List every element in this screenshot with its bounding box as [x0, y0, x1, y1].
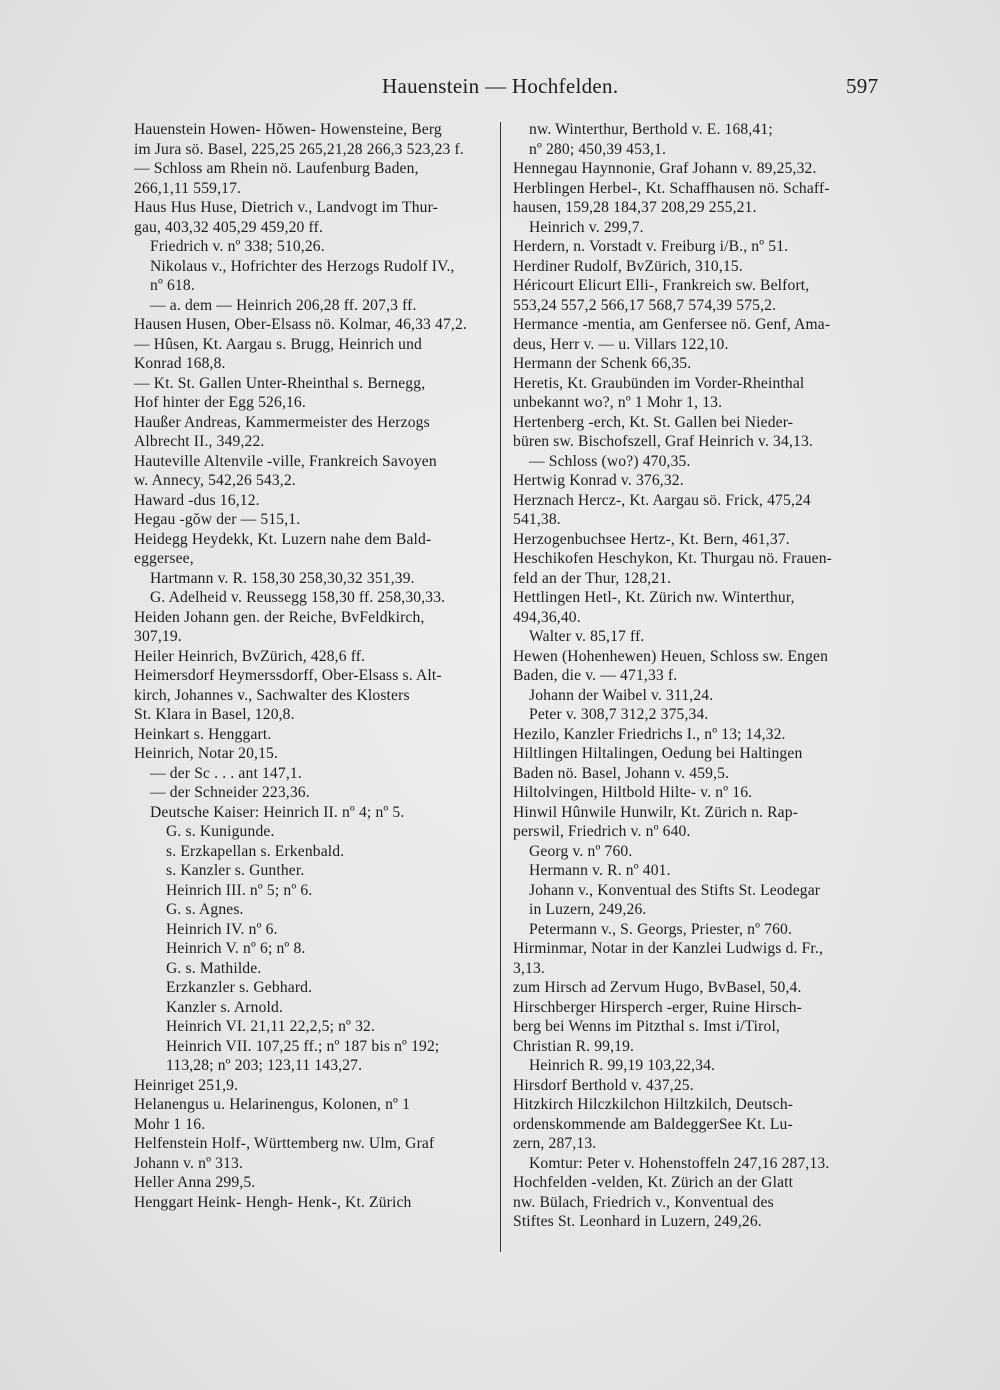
index-entry-line: in Luzern, 249,26.: [529, 901, 647, 918]
index-entry-line: Hewen (Hohenhewen) Heuen, Schloss sw. Engen: [513, 647, 829, 665]
index-entry: [134, 783, 490, 803]
index-entry: [513, 315, 877, 354]
index-entry-line: Hirsdorf Berthold v. 437,25.: [513, 1076, 694, 1094]
index-entry: [134, 296, 490, 316]
index-entry-line: Christian R. 99,19.: [513, 1037, 635, 1055]
index-entry: [134, 608, 490, 647]
index-entry-line: Hermance -mentia, am Genfersee nö. Genf, Ama-: [513, 316, 831, 333]
index-entry: [513, 237, 877, 257]
index-entry: [134, 881, 490, 901]
index-entry-line: Hermann v. R. nº 401.: [529, 862, 671, 879]
index-entry: [513, 744, 877, 783]
index-entry-line: perswil, Friedrich v. nº 640.: [513, 823, 691, 840]
index-entry: [513, 1056, 877, 1076]
index-entry-line: — a. dem — Heinrich 206,28 ff. 207,3 ff.: [150, 296, 417, 314]
index-entry-line: Herznach Hercz-, Kt. Aargau sö. Frick, 475,24: [513, 491, 811, 509]
index-entry-line: Helanengus u. Helarinengus, Kolonen, nº 1: [134, 1096, 411, 1113]
index-entry-line: G. s. Kunigunde.: [166, 823, 275, 840]
index-entry: [134, 1193, 490, 1213]
index-entry-line: im Jura sö. Basel, 225,25 265,21,28 266,3 523,23 f.: [134, 140, 464, 158]
index-entry-line: — Hûsen, Kt. Aargau s. Brugg, Heinrich und: [134, 335, 422, 353]
index-entry-line: nº 280; 450,39 453,1.: [529, 140, 667, 158]
index-entry: [513, 861, 877, 881]
index-entry: [134, 1134, 490, 1173]
index-entry-line: Deutsche Kaiser: Heinrich II. nº 4; nº 5.: [150, 803, 405, 821]
index-entry-line: Haus Hus Huse, Dietrich v., Landvogt im Thur-: [134, 199, 438, 216]
index-entry-line: Hirschberger Hirsperch -erger, Ruine Hirsch-: [513, 998, 803, 1016]
index-entry-line: Heinriget 251,9.: [134, 1076, 239, 1094]
index-entry: [513, 491, 877, 530]
index-entry: [134, 803, 490, 823]
index-entry: [513, 686, 877, 706]
index-entry-line: Heiden Johann gen. der Reiche, BvFeldkirch,: [134, 608, 425, 626]
index-entry: [134, 530, 490, 569]
index-entry: [134, 120, 490, 159]
index-entry-line: Nikolaus v., Hofrichter des Herzogs Rudolf IV.,: [150, 257, 455, 275]
index-entry-line: Heretis, Kt. Graubünden im Vorder-Rheinthal: [513, 374, 805, 392]
index-entry: [134, 998, 490, 1018]
index-entry-line: Konrad 168,8.: [134, 355, 226, 372]
page-number: 597: [846, 74, 879, 98]
left-column: [134, 120, 490, 1212]
index-entry-line: unbekannt wo?, nº 1 Mohr 1, 13.: [513, 394, 723, 411]
column-divider: [500, 122, 501, 1252]
index-entry-line: Johann v. nº 313.: [134, 1154, 244, 1172]
index-entry-line: Hof hinter der Egg 526,16.: [134, 394, 306, 411]
index-entry-line: Hennegau Haynnonie, Graf Johann v. 89,25,32.: [513, 160, 817, 177]
index-entry-line: Hezilo, Kanzler Friedrichs I., nº 13; 14,32.: [513, 725, 786, 743]
index-entry-line: kirch, Johannes v., Sachwalter des Klosters: [134, 686, 410, 704]
index-entry: [134, 1076, 490, 1096]
index-entry-line: — Schloss (wo?) 470,35.: [529, 452, 691, 470]
index-entry-line: Hausen Husen, Ober-Elsass nö. Kolmar, 46,33 47,2.: [134, 316, 467, 333]
index-entry-line: gau, 403,32 405,29 459,20 ff.: [134, 218, 324, 236]
index-entry-line: büren sw. Bischofszell, Graf Heinrich v. 34,13.: [513, 433, 813, 450]
index-entry-line: Hauenstein Howen- Hŏwen- Howensteine, Berg: [134, 121, 442, 138]
right-column: [513, 120, 877, 1232]
index-entry-line: Komtur: Peter v. Hohenstoffeln 247,16 287,13.: [529, 1154, 830, 1172]
index-entry: [513, 159, 877, 179]
index-entry-line: Hirminmar, Notar in der Kanzlei Ludwigs d. Fr.,: [513, 940, 824, 957]
index-entry-line: G. s. Agnes.: [166, 901, 244, 918]
index-entry-line: Peter v. 308,7 312,2 375,34.: [529, 706, 709, 723]
index-entry: [513, 452, 877, 472]
index-entry-line: St. Klara in Basel, 120,8.: [134, 706, 295, 723]
index-entry-line: nw. Bülach, Friedrich v., Konventual des: [513, 1193, 774, 1211]
index-entry-line: Heschikofen Heschykon, Kt. Thurgau nö. Frauen-: [513, 550, 832, 567]
index-entry-line: Mohr 1 16.: [134, 1115, 206, 1133]
index-entry-line: eggersee,: [134, 550, 194, 567]
index-entry: [513, 842, 877, 862]
index-entry: [134, 1037, 490, 1076]
index-entry-line: Hertwig Konrad v. 376,32.: [513, 472, 684, 489]
index-entry-line: Heinrich, Notar 20,15.: [134, 745, 279, 762]
index-entry-line: Petermann v., S. Georgs, Priester, nº 760.: [529, 920, 793, 938]
index-entry-line: ordenskommende am BaldeggerSee Kt. Lu-: [513, 1115, 793, 1133]
index-entry: [513, 1095, 877, 1154]
index-entry-line: zern, 287,13.: [513, 1135, 597, 1152]
index-entry-line: Hermann der Schenk 66,35.: [513, 355, 692, 372]
index-entry: [513, 120, 877, 159]
index-entry-line: w. Annecy, 542,26 543,2.: [134, 472, 296, 489]
index-entry-line: Hegau -gŏw der — 515,1.: [134, 511, 301, 528]
index-entry-line: 266,1,11 559,17.: [134, 179, 242, 197]
index-entry-line: Hochfelden -velden, Kt. Zürich an der Glatt: [513, 1174, 794, 1191]
index-entry: [134, 959, 490, 979]
index-entry-line: Helfenstein Holf-, Württemberg nw. Ulm, Graf: [134, 1135, 435, 1152]
index-entry: [513, 413, 877, 452]
index-entry: [134, 978, 490, 998]
index-entry-line: Heinrich IV. nº 6.: [166, 920, 278, 938]
index-entry: [134, 920, 490, 940]
index-entry-line: hausen, 159,28 184,37 208,29 255,21.: [513, 199, 757, 216]
index-entry-line: 113,28; nº 203; 123,11 143,27.: [166, 1057, 363, 1074]
index-entry-line: nw. Winterthur, Berthold v. E. 168,41;: [529, 121, 773, 138]
index-entry-line: Heinrich v. 299,7.: [529, 218, 644, 236]
index-entry: [513, 783, 877, 803]
index-entry: [513, 705, 877, 725]
index-entry-line: Walter v. 85,17 ff.: [529, 628, 645, 645]
index-entry-line: Herzogenbuchsee Hertz-, Kt. Bern, 461,37.: [513, 530, 790, 548]
index-entry: [134, 764, 490, 784]
index-entry: [134, 569, 490, 589]
index-entry-line: Johann v., Konventual des Stifts St. Leodegar: [529, 881, 821, 899]
index-entry-line: Heimersdorf Heymerssdorff, Ober-Elsass s. Alt-: [134, 667, 442, 684]
index-entry-line: 307,19.: [134, 628, 182, 645]
index-entry: [513, 530, 877, 550]
index-entry-line: G. Adelheid v. Reussegg 158,30 ff. 258,30,33.: [150, 589, 446, 606]
index-entry-line: Hartmann v. R. 158,30 258,30,32 351,39.: [150, 569, 415, 587]
index-entry: [134, 413, 490, 452]
index-entry: [513, 179, 877, 218]
index-entry-line: Heinrich III. nº 5; nº 6.: [166, 881, 313, 899]
index-entry-line: deus, Herr v. — u. Villars 122,10.: [513, 335, 729, 353]
index-entry: [134, 861, 490, 881]
index-entry: [134, 588, 490, 608]
index-entry-line: Kanzler s. Arnold.: [166, 998, 284, 1016]
index-entry: [134, 315, 490, 335]
index-entry-line: Herdern, n. Vorstadt v. Freiburg i/B., nº 51.: [513, 238, 789, 255]
index-entry-line: Henggart Heink- Hengh- Henk-, Kt. Zürich: [134, 1193, 412, 1211]
index-entry: [134, 647, 490, 667]
index-entry-line: Georg v. nº 760.: [529, 842, 633, 860]
index-entry: [134, 159, 490, 198]
index-entry-line: — der Schneider 223,36.: [150, 784, 310, 801]
index-entry: [513, 374, 877, 413]
index-entry-line: feld an der Thur, 128,21.: [513, 569, 672, 587]
index-entry: [513, 471, 877, 491]
index-entry: [513, 276, 877, 315]
index-entry-line: — Schloss am Rhein nö. Laufenburg Baden,: [134, 160, 419, 177]
index-entry-line: — Kt. St. Gallen Unter-Rheinthal s. Bernegg,: [134, 374, 426, 392]
index-entry-line: nº 618.: [150, 277, 195, 294]
running-head: [0, 74, 1000, 102]
index-entry: [134, 744, 490, 764]
index-entry: [513, 1076, 877, 1096]
index-entry-line: Albrecht II., 349,22.: [134, 433, 265, 450]
page-title: Hauenstein — Hochfelden.: [382, 74, 619, 98]
index-entry-line: Haward -dus 16,12.: [134, 491, 260, 509]
index-entry-line: Heinkart s. Henggart.: [134, 725, 272, 743]
index-entry: [134, 1173, 490, 1193]
index-entry-line: Herdiner Rudolf, BvZürich, 310,15.: [513, 257, 743, 275]
index-entry: [134, 1017, 490, 1037]
index-entry: [134, 257, 490, 296]
index-entry-line: Hitzkirch Hilczkilchon Hiltzkilch, Deutsch-: [513, 1096, 794, 1113]
index-entry: [134, 842, 490, 862]
index-entry-line: Heller Anna 299,5.: [134, 1174, 256, 1191]
index-entry: [513, 1173, 877, 1232]
index-entry-line: Johann der Waibel v. 311,24.: [529, 686, 714, 704]
index-entry-line: berg bei Wenns im Pitzthal s. Imst i/Tirol,: [513, 1018, 780, 1035]
index-entry: [134, 374, 490, 413]
index-entry: [134, 491, 490, 511]
index-entry-line: — der Sc . . . ant 147,1.: [150, 764, 302, 782]
index-entry-line: Heinrich VI. 21,11 22,2,5; nº 32.: [166, 1018, 376, 1035]
index-entry-line: Heinrich V. nº 6; nº 8.: [166, 940, 306, 957]
index-entry: [513, 588, 877, 627]
index-entry-line: zum Hirsch ad Zervum Hugo, BvBasel, 50,4.: [513, 979, 802, 996]
index-entry: [134, 822, 490, 842]
index-entry-line: Hettlingen Hetl-, Kt. Zürich nw. Winterthur,: [513, 589, 795, 606]
index-entry-line: 3,13.: [513, 959, 545, 977]
index-entry: [513, 978, 877, 998]
index-entry-line: Erzkanzler s. Gebhard.: [166, 979, 313, 996]
index-entry-line: Hinwil Hûnwile Hunwilr, Kt. Zürich n. Rap-: [513, 803, 799, 821]
index-entry-line: Héricourt Elicurt Elli-, Frankreich sw. Belfort,: [513, 277, 810, 294]
index-entry: [513, 803, 877, 842]
index-entry: [513, 549, 877, 588]
index-entry: [513, 920, 877, 940]
index-entry-line: s. Kanzler s. Gunther.: [166, 862, 305, 879]
index-entry: [134, 335, 490, 374]
index-entry: [513, 939, 877, 978]
index-entry: [513, 647, 877, 686]
index-entry: [513, 627, 877, 647]
index-entry-line: Hauteville Altenvile -ville, Frankreich Savoyen: [134, 452, 437, 470]
index-entry-line: Baden nö. Basel, Johann v. 459,5.: [513, 764, 730, 782]
index-entry-line: Friedrich v. nº 338; 510,26.: [150, 238, 325, 255]
index-entry: [513, 881, 877, 920]
index-entry: [134, 452, 490, 491]
index-entry: [513, 1154, 877, 1174]
index-entry-line: Herblingen Herbel-, Kt. Schaffhausen nö. Schaff-: [513, 179, 830, 197]
index-entry: [134, 1095, 490, 1134]
index-entry-line: s. Erzkapellan s. Erkenbald.: [166, 842, 345, 860]
index-entry: [513, 257, 877, 277]
index-entry: [134, 666, 490, 725]
index-entry-line: 494,36,40.: [513, 608, 581, 626]
index-entry-line: 553,24 557,2 566,17 568,7 574,39 575,2.: [513, 296, 777, 314]
index-entry-line: Stiftes St. Leonhard in Luzern, 249,26.: [513, 1213, 762, 1230]
index-entry: [134, 237, 490, 257]
index-entry-line: Haußer Andreas, Kammermeister des Herzogs: [134, 413, 430, 431]
index-entry-line: Hiltlingen Hiltalingen, Oedung bei Haltingen: [513, 745, 803, 762]
index-entry: [513, 998, 877, 1057]
index-entry-line: Baden, die v. — 471,33 f.: [513, 667, 678, 684]
index-entry-line: Hiltolvingen, Hiltbold Hilte- v. nº 16.: [513, 784, 753, 801]
index-entry: [134, 725, 490, 745]
index-entry-line: Hertenberg -erch, Kt. St. Gallen bei Nieder-: [513, 413, 794, 431]
index-entry: [134, 510, 490, 530]
index-entry: [513, 218, 877, 238]
index-entry: [513, 725, 877, 745]
index-entry-line: Heiler Heinrich, BvZürich, 428,6 ff.: [134, 647, 366, 665]
index-entry: [513, 354, 877, 374]
index-entry: [134, 939, 490, 959]
index-entry-line: G. s. Mathilde.: [166, 959, 262, 977]
index-entry: [134, 198, 490, 237]
index-entry: [134, 900, 490, 920]
index-entry-line: Heidegg Heydekk, Kt. Luzern nahe dem Bald-: [134, 530, 432, 548]
index-entry-line: 541,38.: [513, 511, 561, 528]
index-entry-line: Heinrich R. 99,19 103,22,34.: [529, 1057, 716, 1074]
index-entry-line: Heinrich VII. 107,25 ff.; nº 187 bis nº 192;: [166, 1037, 440, 1055]
